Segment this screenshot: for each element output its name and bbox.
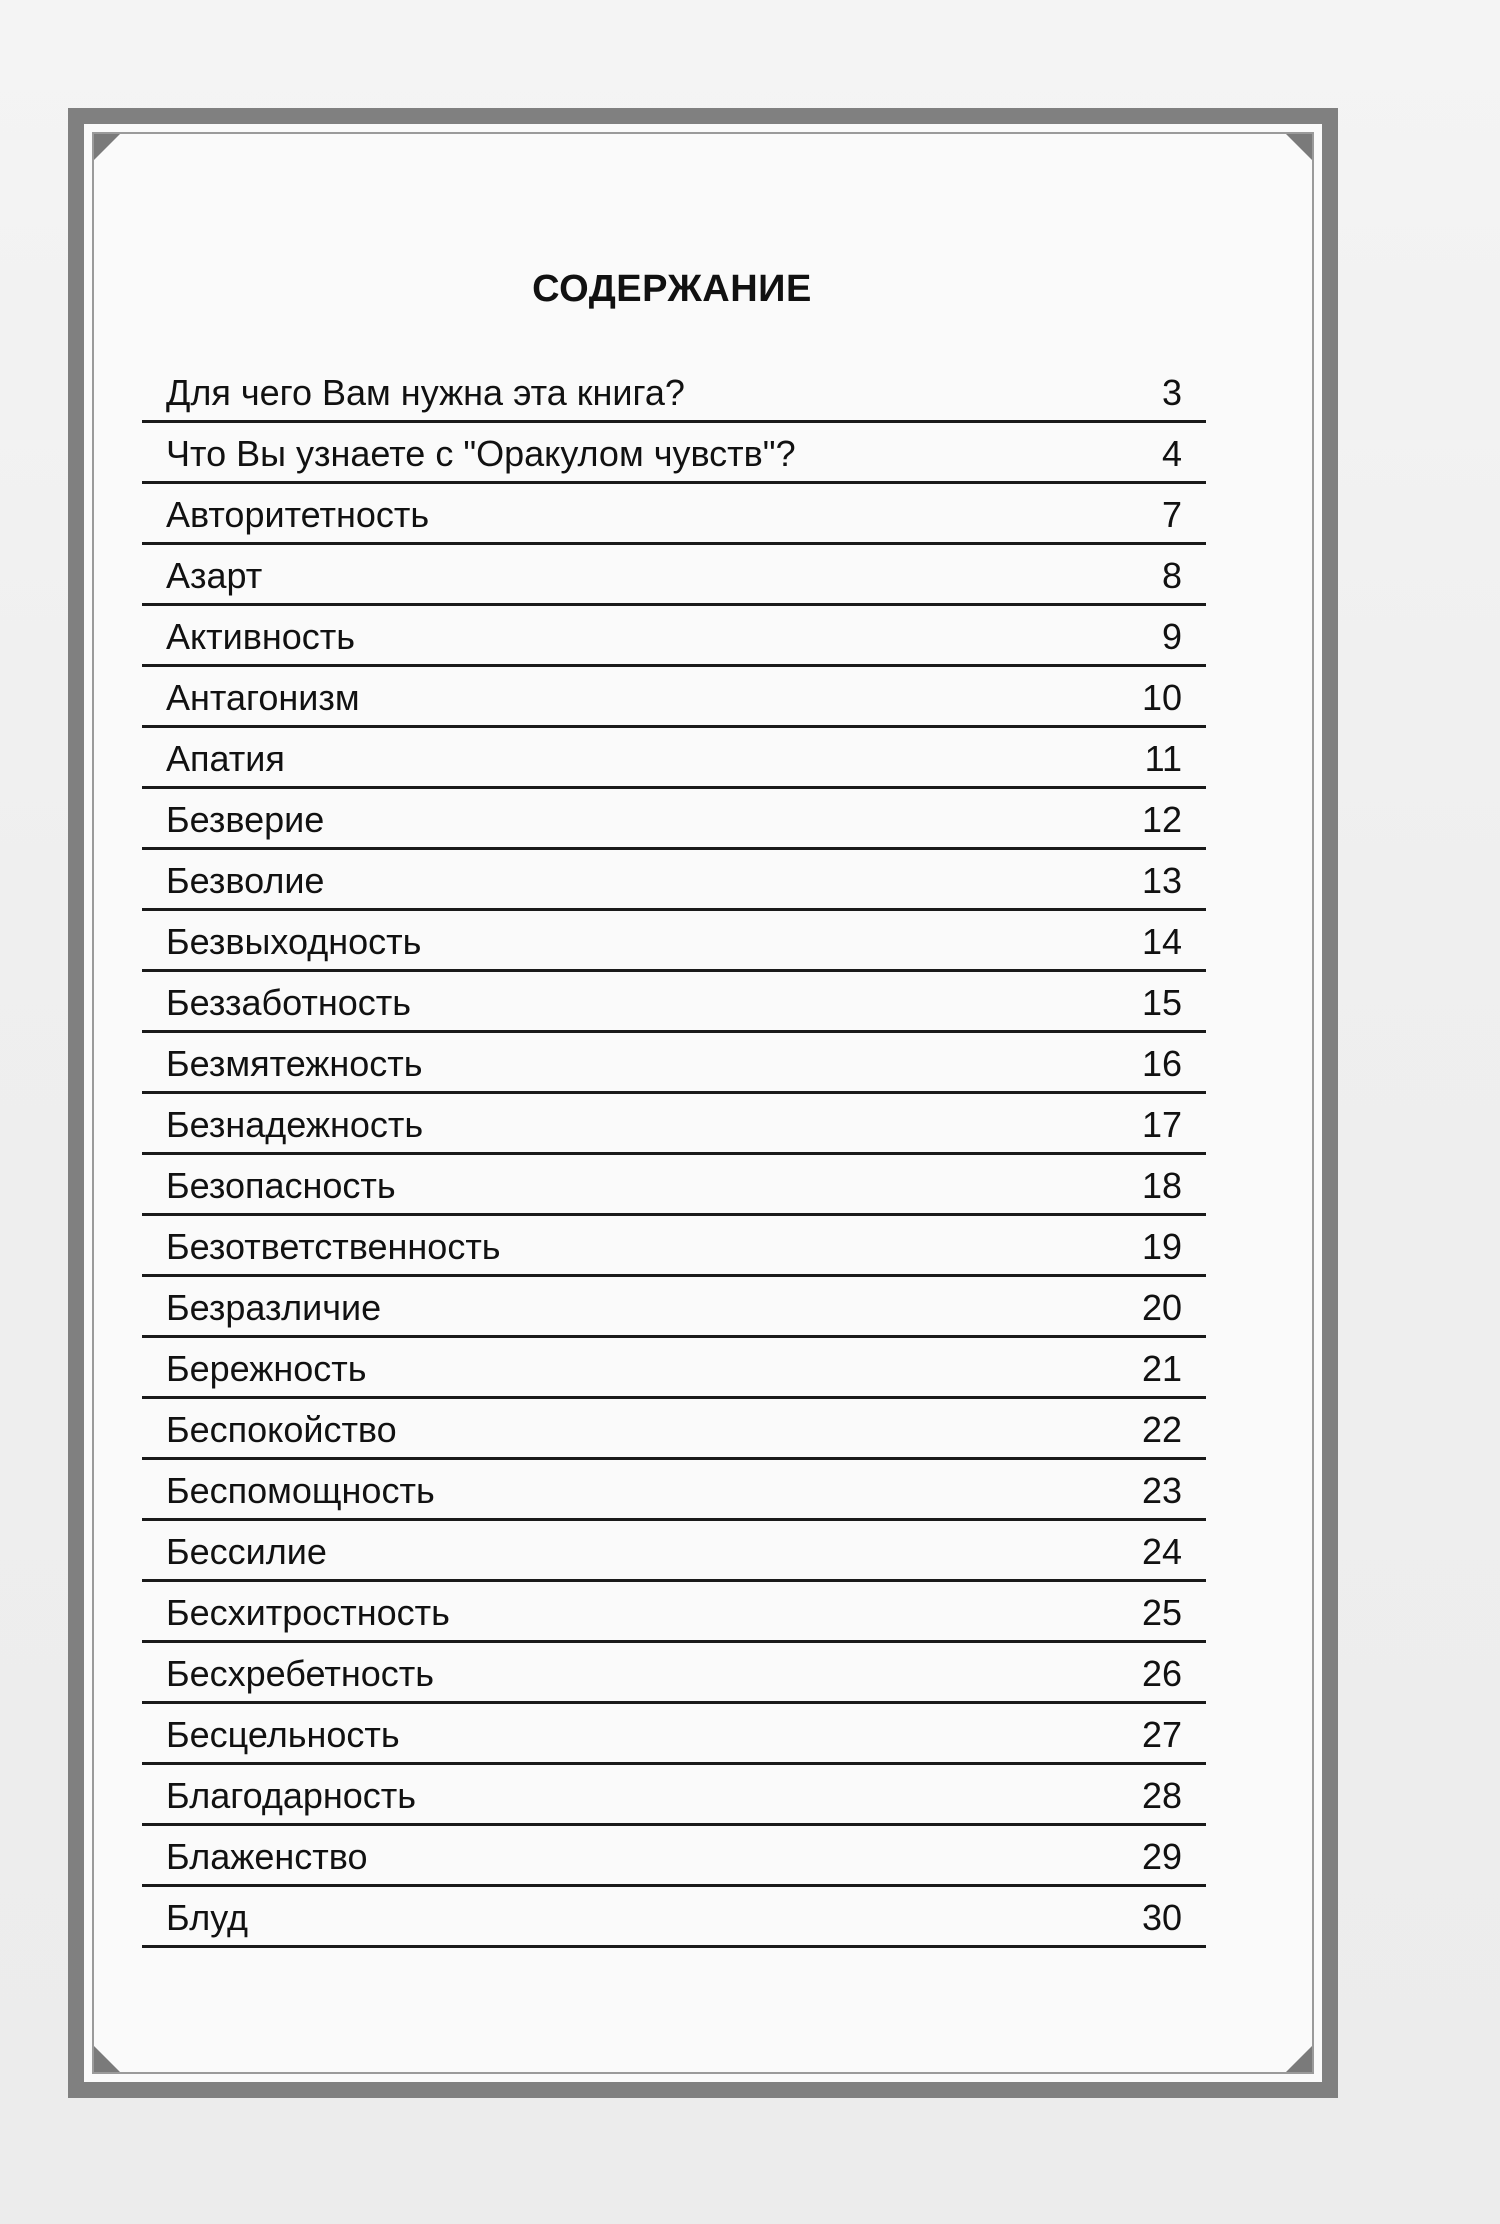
toc-entry-label: Беспомощность bbox=[166, 1470, 435, 1511]
toc-entry-label: Благодарность bbox=[166, 1775, 417, 1816]
toc-entry bbox=[142, 850, 1206, 911]
toc-entry-page: 16 bbox=[1141, 1043, 1182, 1084]
toc-entry-page: 10 bbox=[1141, 677, 1182, 718]
toc-entry-label: Апатия bbox=[166, 738, 285, 779]
page-title: СОДЕРЖАНИЕ bbox=[532, 268, 812, 310]
corner-ornament-top-left bbox=[94, 134, 120, 160]
toc-entry bbox=[142, 1765, 1206, 1826]
toc-entry-label: Бессилие bbox=[166, 1531, 327, 1572]
toc-entry-label: Антагонизм bbox=[166, 677, 360, 718]
toc-entry-label: Азарт bbox=[166, 555, 263, 596]
toc-entry-label: Безверие bbox=[166, 799, 325, 840]
toc-entry bbox=[142, 1826, 1206, 1887]
toc-entry bbox=[142, 1399, 1206, 1460]
corner-ornament-bottom-right bbox=[1286, 2046, 1312, 2072]
toc-entry-label: Безопасность bbox=[166, 1165, 396, 1206]
toc-entry-page: 8 bbox=[1161, 555, 1182, 596]
frame-bottom-bar bbox=[68, 2082, 1338, 2098]
toc-entry-page: 28 bbox=[1141, 1775, 1182, 1816]
toc-entry bbox=[142, 606, 1206, 667]
toc-entry bbox=[142, 1338, 1206, 1399]
toc-entry bbox=[142, 362, 1206, 423]
toc-entry-label: Активность bbox=[166, 616, 356, 657]
toc-entry-page: 29 bbox=[1141, 1836, 1182, 1877]
toc-entry bbox=[142, 545, 1206, 606]
toc-entry-label: Блаженство bbox=[166, 1836, 368, 1877]
toc-entry bbox=[142, 1643, 1206, 1704]
toc-entry bbox=[142, 728, 1206, 789]
toc-entry bbox=[142, 667, 1206, 728]
toc-entry bbox=[142, 1887, 1206, 1948]
toc-entry-page: 18 bbox=[1141, 1165, 1182, 1206]
toc-entry bbox=[142, 789, 1206, 850]
toc-entry-page: 4 bbox=[1161, 433, 1182, 474]
corner-ornament-top-right bbox=[1286, 134, 1312, 160]
toc-entry bbox=[142, 1521, 1206, 1582]
toc-entry-label: Безвыходность bbox=[166, 921, 422, 962]
toc-entry-label: Бесцельность bbox=[166, 1714, 400, 1755]
frame-left-bar bbox=[68, 108, 84, 2098]
toc-entry-label: Безответственность bbox=[166, 1226, 501, 1267]
toc-entry-page: 14 bbox=[1141, 921, 1182, 962]
toc-entry-page: 11 bbox=[1144, 738, 1182, 779]
toc-entry-label: Беззаботность bbox=[166, 982, 411, 1023]
frame-top-bar bbox=[68, 108, 1338, 124]
toc-entry-page: 20 bbox=[1141, 1287, 1182, 1328]
toc-entry-label: Авторитетность bbox=[166, 494, 430, 535]
toc-entry-label: Беспокойство bbox=[166, 1409, 397, 1450]
toc-entry-page: 7 bbox=[1161, 494, 1182, 535]
toc-entry bbox=[142, 1094, 1206, 1155]
toc-entry-page: 24 bbox=[1141, 1531, 1182, 1572]
toc-entry-label: Бесхребетность bbox=[166, 1653, 434, 1694]
toc-entry-page: 12 bbox=[1141, 799, 1182, 840]
toc-entry-page: 9 bbox=[1161, 616, 1182, 657]
toc-entry bbox=[142, 1216, 1206, 1277]
toc-entry-label: Безволие bbox=[166, 860, 325, 901]
toc-entry-page: 25 bbox=[1141, 1592, 1182, 1633]
toc-entry bbox=[142, 1582, 1206, 1643]
toc-entry bbox=[142, 911, 1206, 972]
frame-right-bar bbox=[1322, 108, 1338, 2098]
toc-entry-page: 13 bbox=[1141, 860, 1182, 901]
toc-entry-label: Бесхитростность bbox=[166, 1592, 450, 1633]
toc-entry bbox=[142, 423, 1206, 484]
toc-entry-page: 3 bbox=[1161, 372, 1182, 413]
toc-entry-label: Что Вы узнаете с "Оракулом чувств"? bbox=[166, 433, 796, 474]
toc-entry-label: Безразличие bbox=[166, 1287, 382, 1328]
toc-entry-page: 22 bbox=[1141, 1409, 1182, 1450]
toc-entry bbox=[142, 1033, 1206, 1094]
toc-entry-page: 19 bbox=[1141, 1226, 1182, 1267]
toc-entry bbox=[142, 1277, 1206, 1338]
table-of-contents bbox=[142, 362, 1206, 1948]
toc-entry-page: 27 bbox=[1141, 1714, 1182, 1755]
toc-entry bbox=[142, 972, 1206, 1033]
toc-entry-page: 21 bbox=[1141, 1348, 1182, 1389]
toc-entry bbox=[142, 484, 1206, 545]
toc-entry-label: Бережность bbox=[166, 1348, 367, 1389]
toc-entry bbox=[142, 1155, 1206, 1216]
corner-ornament-bottom-left bbox=[94, 2046, 120, 2072]
toc-entry bbox=[142, 1460, 1206, 1521]
toc-entry-label: Безнадежность bbox=[166, 1104, 424, 1145]
toc-entry-page: 30 bbox=[1141, 1897, 1182, 1938]
toc-entry-label: Блуд bbox=[166, 1897, 249, 1938]
toc-entry-page: 23 bbox=[1141, 1470, 1182, 1511]
toc-entry-label: Безмятежность bbox=[166, 1043, 423, 1084]
toc-entry-page: 17 bbox=[1141, 1104, 1182, 1145]
toc-entry-label: Для чего Вам нужна эта книга? bbox=[166, 372, 685, 413]
toc-entry-page: 26 bbox=[1141, 1653, 1182, 1694]
toc-entry bbox=[142, 1704, 1206, 1765]
toc-entry-page: 15 bbox=[1141, 982, 1182, 1023]
